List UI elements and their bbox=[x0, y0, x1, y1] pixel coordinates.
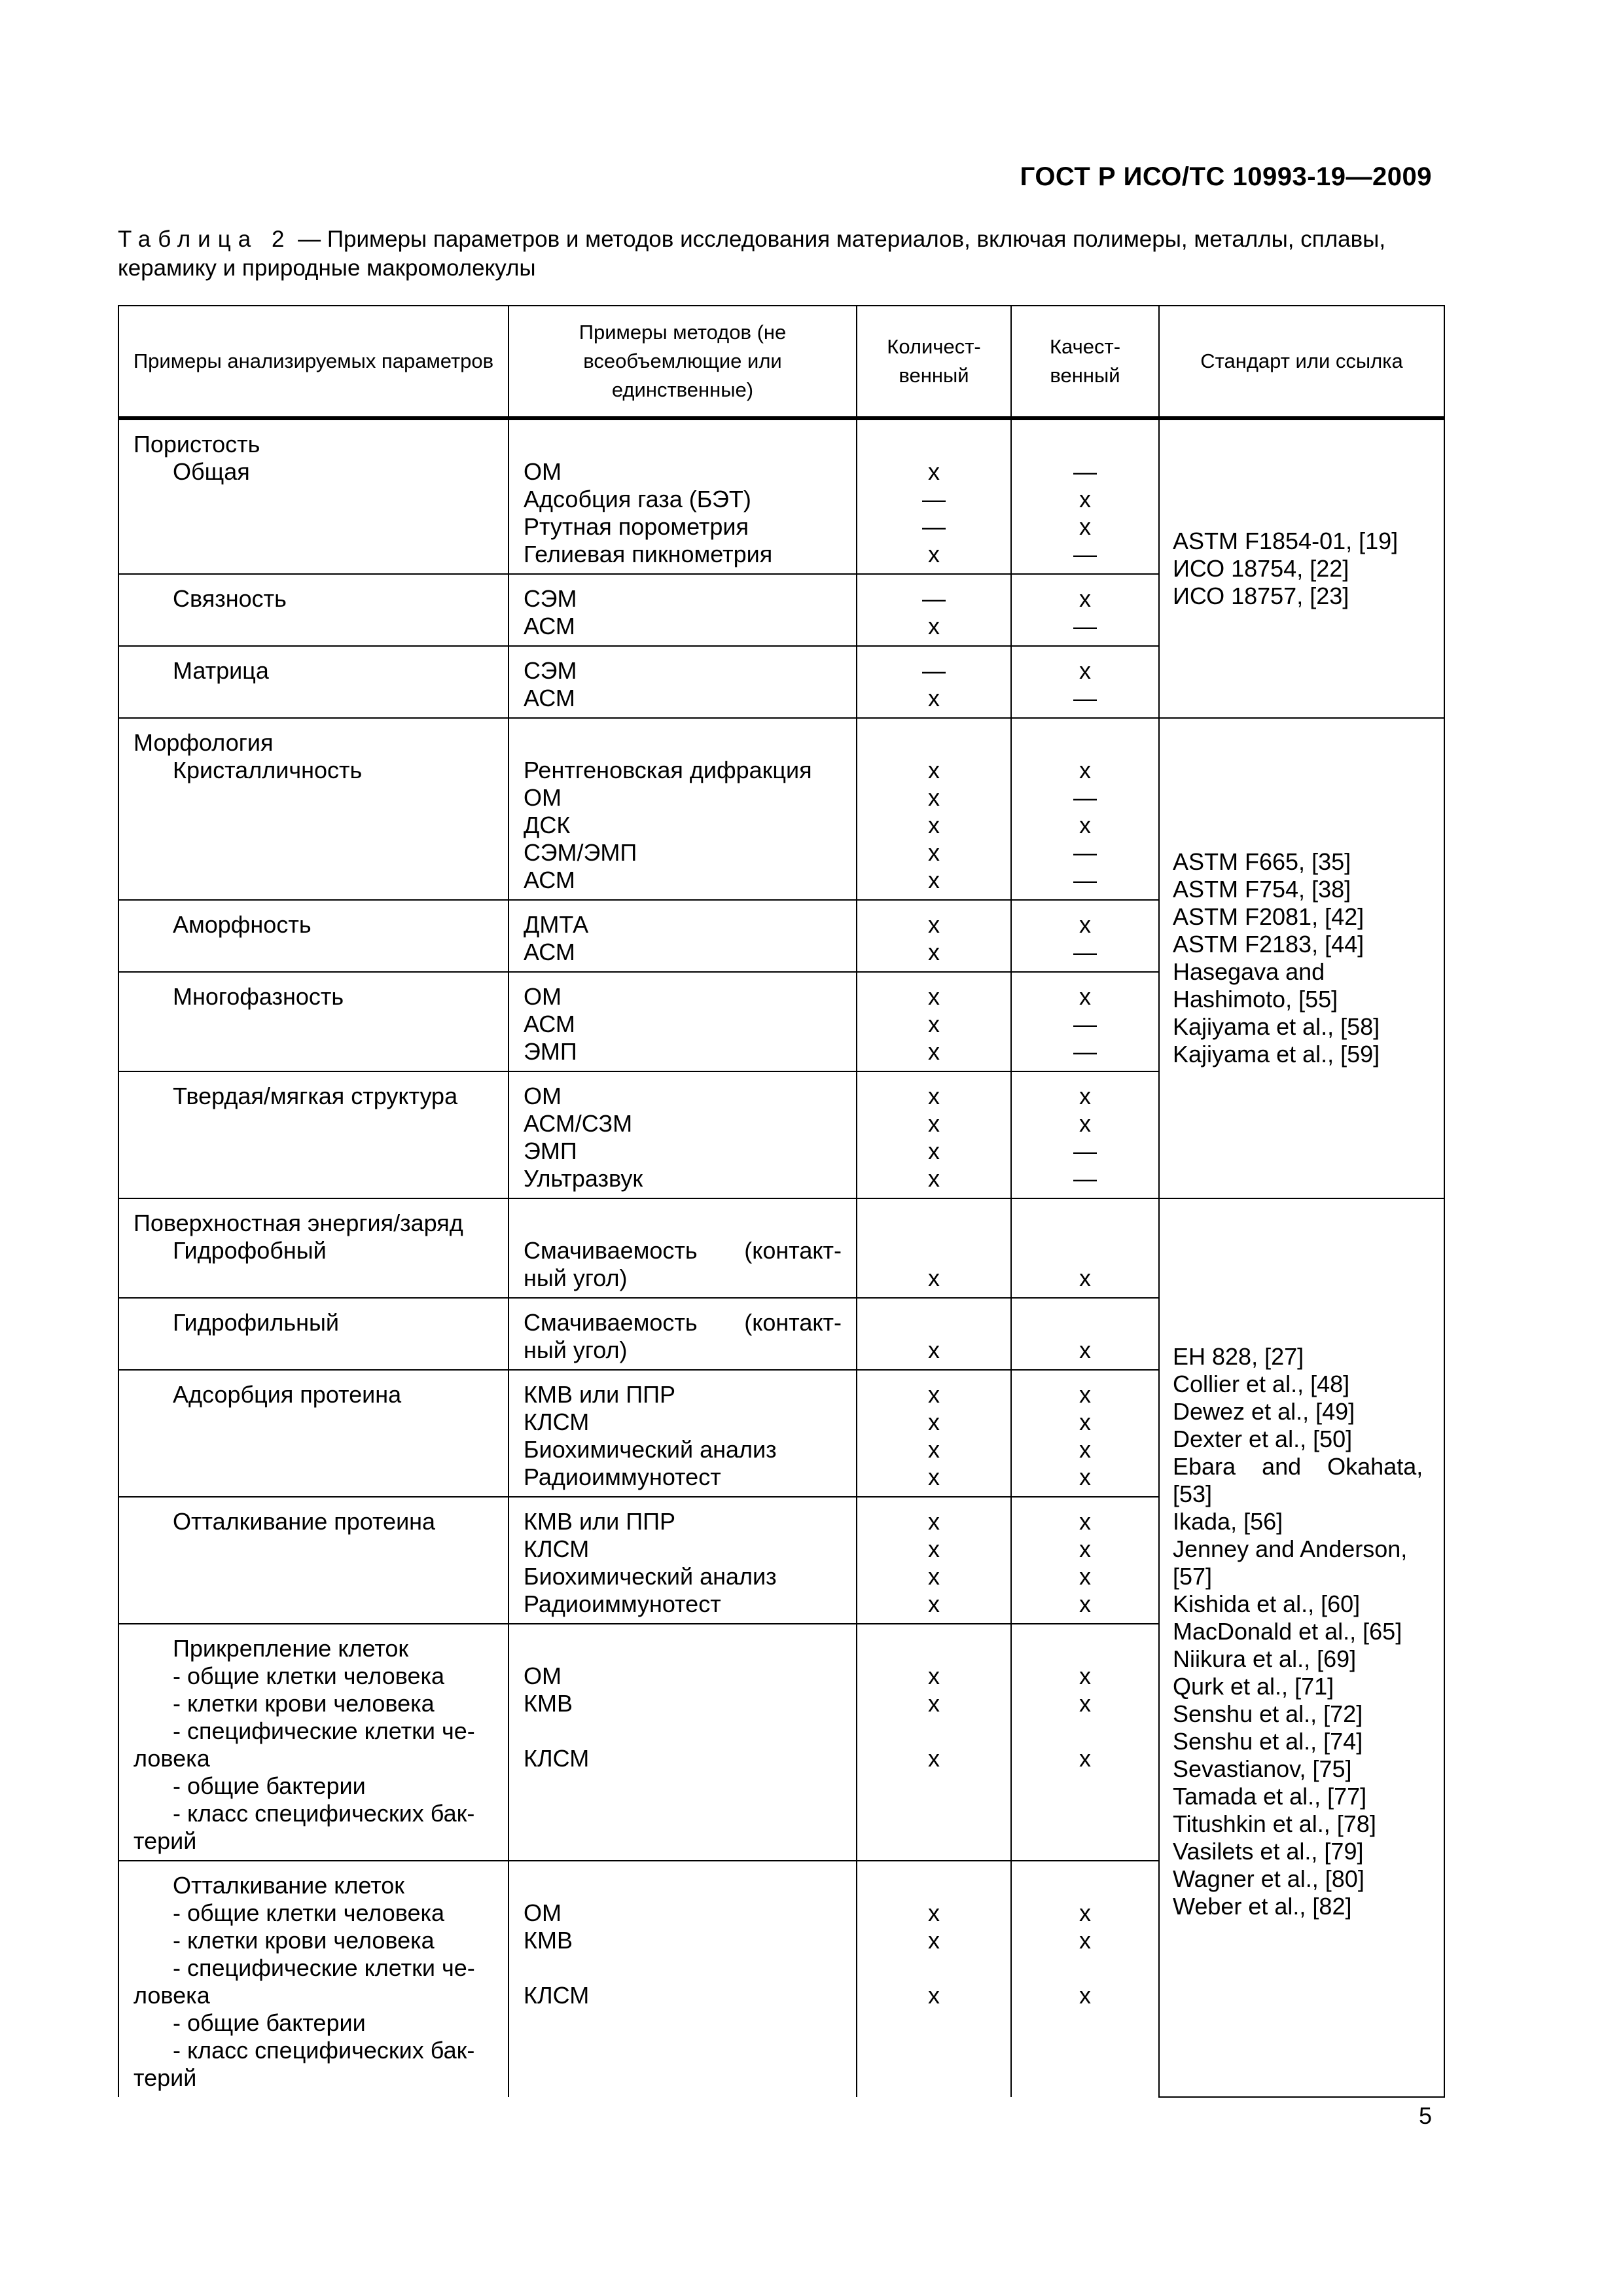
mark: x bbox=[1079, 1265, 1091, 1291]
mark: — bbox=[922, 585, 946, 612]
mark: x bbox=[928, 1463, 940, 1490]
list-item: - специфические клетки че- bbox=[173, 1717, 475, 1744]
method-item: КМВ или ППР bbox=[524, 1381, 675, 1408]
method-item: Рентгеновская дифракция bbox=[524, 757, 812, 783]
mark: x bbox=[1079, 657, 1091, 684]
list-item: - общие бактерии bbox=[173, 2009, 366, 2036]
reference-item: ИСО 18757, [23] bbox=[1173, 583, 1349, 609]
method-item: ОМ bbox=[524, 983, 562, 1010]
mark: x bbox=[1079, 1590, 1091, 1617]
param-cell bbox=[118, 1497, 508, 1624]
param-cell bbox=[118, 1624, 508, 1861]
method-item: КЛСМ bbox=[524, 1535, 590, 1562]
group-title: Пористость bbox=[134, 431, 260, 457]
qualitative-cell bbox=[1011, 1198, 1159, 1298]
mark: x bbox=[928, 1110, 940, 1137]
reference-item: ASTM F754, [38] bbox=[1173, 876, 1351, 903]
method-item: СЭМ bbox=[524, 585, 577, 612]
reference-item: Jenney and Anderson, bbox=[1173, 1535, 1408, 1562]
mark: — bbox=[1073, 1138, 1097, 1164]
reference-item: Kishida et al., [60] bbox=[1173, 1590, 1361, 1617]
mark: x bbox=[928, 867, 940, 893]
mark: — bbox=[1073, 613, 1097, 639]
reference-item: Hashimoto, [55] bbox=[1173, 986, 1338, 1013]
quantitative-cell bbox=[857, 1497, 1011, 1624]
mark: x bbox=[1079, 1563, 1091, 1590]
qualitative-cell bbox=[1011, 1624, 1159, 1861]
mark: — bbox=[1073, 458, 1097, 485]
param-label: Связность bbox=[173, 585, 287, 612]
method-item: ОМ bbox=[524, 1899, 562, 1926]
column-header-methods: Примеры методов (не всеобъемлющие или единственные) bbox=[508, 306, 857, 418]
reference-item: Qurk et al., [71] bbox=[1173, 1673, 1334, 1700]
reference-item: Dewez et al., [49] bbox=[1173, 1398, 1355, 1425]
method-item bbox=[524, 1237, 842, 1265]
method-item: ОМ bbox=[524, 1083, 562, 1109]
mark: x bbox=[928, 1038, 940, 1065]
methods-cell bbox=[508, 1370, 857, 1497]
method-item: АСМ bbox=[524, 867, 575, 893]
mark: x bbox=[1079, 1662, 1091, 1689]
mark: x bbox=[1079, 1408, 1091, 1435]
method-item bbox=[524, 1309, 842, 1336]
mark: x bbox=[928, 1590, 940, 1617]
mark: x bbox=[1079, 1690, 1091, 1717]
param-cell bbox=[118, 1298, 508, 1370]
mark: x bbox=[928, 685, 940, 711]
list-item: - клетки крови человека bbox=[173, 1690, 435, 1717]
mark: x bbox=[1079, 1745, 1091, 1772]
column-header-quantitative: Количест-венный bbox=[857, 306, 1011, 418]
mark: x bbox=[928, 911, 940, 938]
method-word: Смачиваемость bbox=[524, 1309, 698, 1336]
mark: x bbox=[928, 541, 940, 567]
table-header-row bbox=[118, 306, 1444, 418]
reference-item: Niikura et al., [69] bbox=[1173, 1645, 1357, 1672]
quantitative-cell bbox=[857, 574, 1011, 646]
methods-cell bbox=[508, 1071, 857, 1198]
list-item: - специфические клетки че- bbox=[173, 1954, 475, 1981]
mark: x bbox=[928, 939, 940, 965]
reference-item: Ikada, [56] bbox=[1173, 1508, 1283, 1535]
quantitative-cell bbox=[857, 972, 1011, 1071]
qualitative-cell bbox=[1011, 1071, 1159, 1198]
param-label: Отталкивание протеина bbox=[173, 1508, 436, 1535]
reference-item: ASTM F2183, [44] bbox=[1173, 931, 1364, 958]
mark: x bbox=[1079, 757, 1091, 783]
method-item: ОМ bbox=[524, 1662, 562, 1689]
mark: x bbox=[928, 1927, 940, 1954]
param-cell bbox=[118, 1370, 508, 1497]
method-item: АСМ/СЗМ bbox=[524, 1110, 633, 1137]
method-item: ОМ bbox=[524, 784, 562, 811]
param-cell bbox=[118, 1071, 508, 1198]
mark: x bbox=[928, 1165, 940, 1192]
param-label: Матрица bbox=[173, 657, 269, 684]
list-item: - класс специфических бак- bbox=[173, 1800, 475, 1827]
methods-cell bbox=[508, 718, 857, 900]
mark: — bbox=[922, 513, 946, 540]
param-label: Прикрепление клеток bbox=[173, 1635, 409, 1662]
method-item: Ультразвук bbox=[524, 1165, 643, 1192]
group-title: Поверхностная энергия/заряд bbox=[134, 1210, 463, 1236]
mark: x bbox=[928, 1083, 940, 1109]
param-label: Твердая/мягкая структура bbox=[173, 1083, 458, 1109]
quantitative-cell bbox=[857, 718, 1011, 900]
reference-item: Wagner et al., [80] bbox=[1173, 1865, 1364, 1892]
table-row bbox=[118, 718, 1444, 900]
mark: x bbox=[928, 1982, 940, 2009]
caption-text: — Примеры параметров и методов исследования материалов, включая полимеры, металлы, сплавы, керамику и природные макромолекулы bbox=[118, 226, 1386, 281]
mark: — bbox=[1073, 685, 1097, 711]
quantitative-cell bbox=[857, 646, 1011, 718]
mark: x bbox=[1079, 585, 1091, 612]
reference-item: ИСО 18754, [22] bbox=[1173, 555, 1349, 582]
column-header-reference: Стандарт или ссылка bbox=[1159, 306, 1444, 418]
qualitative-cell bbox=[1011, 1861, 1159, 2097]
mark: x bbox=[928, 839, 940, 866]
mark: x bbox=[928, 784, 940, 811]
page-number: 5 bbox=[1418, 2102, 1432, 2129]
mark: — bbox=[922, 486, 946, 512]
mark: x bbox=[1079, 1508, 1091, 1535]
qualitative-cell bbox=[1011, 1370, 1159, 1497]
mark: x bbox=[1079, 1381, 1091, 1408]
mark: x bbox=[1079, 1535, 1091, 1562]
method-item: КМВ bbox=[524, 1690, 573, 1717]
mark: x bbox=[928, 983, 940, 1010]
caption-label: Таблица 2 bbox=[118, 226, 292, 252]
mark: x bbox=[928, 1563, 940, 1590]
methods-cell bbox=[508, 900, 857, 972]
method-word: (контакт- bbox=[744, 1309, 842, 1336]
reference-item: Kajiyama et al., [59] bbox=[1173, 1041, 1380, 1067]
list-item: - клетки крови человека bbox=[173, 1927, 435, 1954]
method-item: ЭМП bbox=[524, 1138, 577, 1164]
method-item: АСМ bbox=[524, 1011, 575, 1037]
qualitative-cell bbox=[1011, 574, 1159, 646]
methods-cell bbox=[508, 1861, 857, 2097]
reference-item: Tamada et al., [77] bbox=[1173, 1783, 1367, 1810]
reference-item: [53] bbox=[1173, 1480, 1213, 1507]
mark: x bbox=[928, 1011, 940, 1037]
method-item: ЭМП bbox=[524, 1038, 577, 1065]
mark: x bbox=[1079, 1982, 1091, 2009]
param-label: Отталкивание клеток bbox=[173, 1872, 405, 1899]
reference-item: ASTM F665, [35] bbox=[1173, 848, 1351, 875]
reference-item: Weber et al., [82] bbox=[1173, 1893, 1352, 1920]
method-item: КЛСМ bbox=[524, 1745, 590, 1772]
param-label: Кристалличность bbox=[173, 757, 363, 783]
methods-cell bbox=[508, 1298, 857, 1370]
mark: — bbox=[1073, 784, 1097, 811]
quantitative-cell bbox=[857, 1624, 1011, 1861]
list-item: - общие клетки человека bbox=[173, 1662, 445, 1689]
qualitative-cell bbox=[1011, 972, 1159, 1071]
quantitative-cell bbox=[857, 1370, 1011, 1497]
method-item: Ртутная порометрия bbox=[524, 513, 749, 540]
qualitative-cell bbox=[1011, 1298, 1159, 1370]
param-cell bbox=[118, 900, 508, 972]
mark: x bbox=[928, 1336, 940, 1363]
mark: x bbox=[1079, 513, 1091, 540]
method-item: АСМ bbox=[524, 613, 575, 639]
mark: x bbox=[1079, 1463, 1091, 1490]
method-item: АСМ bbox=[524, 939, 575, 965]
reference-item: Vasilets et al., [79] bbox=[1173, 1838, 1364, 1865]
table-row bbox=[118, 1198, 1444, 1298]
quantitative-cell bbox=[857, 900, 1011, 972]
param-cell bbox=[118, 418, 508, 574]
param-cell bbox=[118, 1198, 508, 1298]
reference-cell bbox=[1159, 718, 1444, 1198]
method-item: Биохимический анализ bbox=[524, 1563, 777, 1590]
method-item: СЭМ/ЭМП bbox=[524, 839, 637, 866]
table-row bbox=[118, 418, 1444, 574]
mark: — bbox=[1073, 939, 1097, 965]
mark: x bbox=[1079, 1436, 1091, 1463]
list-item: терий bbox=[134, 2064, 197, 2091]
param-cell bbox=[118, 972, 508, 1071]
reference-cell bbox=[1159, 1198, 1444, 2097]
column-header-qualitative: Качест-венный bbox=[1011, 306, 1159, 418]
mark: x bbox=[928, 757, 940, 783]
mark: x bbox=[928, 613, 940, 639]
table-caption bbox=[118, 225, 1446, 283]
method-item: ОМ bbox=[524, 458, 562, 485]
method-item: Радиоиммунотест bbox=[524, 1590, 721, 1617]
mark: x bbox=[928, 1508, 940, 1535]
param-label: Аморфность bbox=[173, 911, 312, 938]
methods-cell bbox=[508, 418, 857, 574]
reference-item: MacDonald et al., [65] bbox=[1173, 1618, 1402, 1645]
mark: x bbox=[928, 1535, 940, 1562]
mark: — bbox=[1073, 541, 1097, 567]
param-label: Многофазность bbox=[173, 983, 344, 1010]
method-item: СЭМ bbox=[524, 657, 577, 684]
qualitative-cell bbox=[1011, 646, 1159, 718]
mark: — bbox=[1073, 839, 1097, 866]
mark: — bbox=[922, 657, 946, 684]
mark: x bbox=[928, 458, 940, 485]
reference-item: Senshu et al., [72] bbox=[1173, 1700, 1363, 1727]
mark: x bbox=[928, 1265, 940, 1291]
column-header-parameters: Примеры анализируемых параметров bbox=[118, 306, 508, 418]
reference-item: Sevastianov, [75] bbox=[1173, 1755, 1352, 1782]
method-item: Биохимический анализ bbox=[524, 1436, 777, 1463]
list-item: ловека bbox=[134, 1982, 210, 2009]
mark: x bbox=[928, 1436, 940, 1463]
mark: x bbox=[928, 1899, 940, 1926]
mark: x bbox=[1079, 911, 1091, 938]
mark: x bbox=[928, 812, 940, 838]
method-item: ДМТА bbox=[524, 911, 589, 938]
reference-item: [57] bbox=[1173, 1563, 1213, 1590]
list-item: - общие клетки человека bbox=[173, 1899, 445, 1926]
mark: x bbox=[928, 1408, 940, 1435]
list-item: терий bbox=[134, 1827, 197, 1854]
method-item: КЛСМ bbox=[524, 1408, 590, 1435]
param-label: Гидрофобный bbox=[173, 1237, 327, 1264]
list-item: - общие бактерии bbox=[173, 1772, 366, 1799]
param-cell bbox=[118, 646, 508, 718]
param-label: Общая bbox=[173, 458, 250, 485]
mark: x bbox=[1079, 812, 1091, 838]
mark: — bbox=[1073, 1038, 1097, 1065]
quantitative-cell bbox=[857, 1298, 1011, 1370]
reference-item: Dexter et al., [50] bbox=[1173, 1426, 1353, 1452]
reference-item: Ebara and Okahata, bbox=[1173, 1453, 1423, 1480]
qualitative-cell bbox=[1011, 718, 1159, 900]
method-item: АСМ bbox=[524, 685, 575, 711]
mark: x bbox=[928, 1690, 940, 1717]
mark: x bbox=[928, 1138, 940, 1164]
mark: — bbox=[1073, 1165, 1097, 1192]
method-item: ный угол) bbox=[524, 1265, 628, 1291]
param-cell bbox=[118, 574, 508, 646]
quantitative-cell bbox=[857, 1071, 1011, 1198]
mark: x bbox=[928, 1662, 940, 1689]
parameters-table bbox=[118, 305, 1445, 2098]
list-item: ловека bbox=[134, 1745, 210, 1772]
reference-item: Senshu et al., [74] bbox=[1173, 1728, 1363, 1755]
reference-item: Titushkin et al., [78] bbox=[1173, 1810, 1376, 1837]
methods-cell bbox=[508, 1497, 857, 1624]
method-word: (контакт- bbox=[744, 1237, 842, 1264]
mark: x bbox=[1079, 1927, 1091, 1954]
list-item: - класс специфических бак- bbox=[173, 2037, 475, 2064]
reference-item: ЕН 828, [27] bbox=[1173, 1343, 1304, 1370]
method-item: КМВ bbox=[524, 1927, 573, 1954]
qualitative-cell bbox=[1011, 418, 1159, 574]
mark: x bbox=[1079, 486, 1091, 512]
param-cell bbox=[118, 718, 508, 900]
method-item: КМВ или ППР bbox=[524, 1508, 675, 1535]
mark: x bbox=[1079, 1083, 1091, 1109]
param-label: Гидрофильный bbox=[173, 1309, 339, 1336]
group-title: Морфология bbox=[134, 729, 274, 756]
reference-item: Kajiyama et al., [58] bbox=[1173, 1013, 1380, 1040]
methods-cell bbox=[508, 574, 857, 646]
qualitative-cell bbox=[1011, 1497, 1159, 1624]
method-item: Радиоиммунотест bbox=[524, 1463, 721, 1490]
qualitative-cell bbox=[1011, 900, 1159, 972]
mark: — bbox=[1073, 867, 1097, 893]
method-item: ДСК bbox=[524, 812, 571, 838]
method-item: Гелиевая пикнометрия bbox=[524, 541, 773, 567]
mark: x bbox=[928, 1381, 940, 1408]
quantitative-cell bbox=[857, 1861, 1011, 2097]
methods-cell bbox=[508, 972, 857, 1071]
reference-item: ASTM F1854-01, [19] bbox=[1173, 528, 1399, 554]
mark: x bbox=[1079, 1110, 1091, 1137]
mark: — bbox=[1073, 1011, 1097, 1037]
mark: x bbox=[1079, 1336, 1091, 1363]
document-code: ГОСТ Р ИСО/ТС 10993-19—2009 bbox=[1020, 162, 1432, 191]
methods-cell bbox=[508, 646, 857, 718]
method-item: ный угол) bbox=[524, 1336, 628, 1363]
method-item: Адсобция газа (БЭТ) bbox=[524, 486, 751, 512]
mark: x bbox=[1079, 1899, 1091, 1926]
reference-item: Hasegava and bbox=[1173, 958, 1325, 985]
mark: x bbox=[1079, 983, 1091, 1010]
method-word: Смачиваемость bbox=[524, 1237, 698, 1264]
method-item: КЛСМ bbox=[524, 1982, 590, 2009]
reference-item: ASTM F2081, [42] bbox=[1173, 903, 1364, 930]
param-label: Адсорбция протеина bbox=[173, 1381, 402, 1408]
reference-item: Collier et al., [48] bbox=[1173, 1371, 1350, 1397]
methods-cell bbox=[508, 1198, 857, 1298]
quantitative-cell bbox=[857, 1198, 1011, 1298]
mark: x bbox=[928, 1745, 940, 1772]
methods-cell bbox=[508, 1624, 857, 1861]
quantitative-cell bbox=[857, 418, 1011, 574]
param-cell bbox=[118, 1861, 508, 2097]
reference-cell bbox=[1159, 418, 1444, 718]
